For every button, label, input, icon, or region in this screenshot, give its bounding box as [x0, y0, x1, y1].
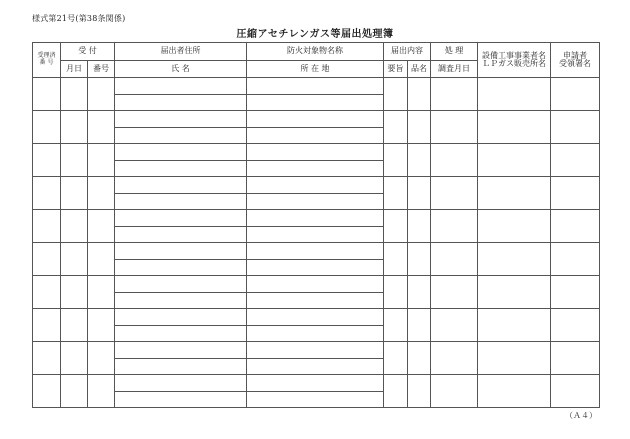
cell-reception-date[interactable]: [61, 78, 88, 111]
cell-product-name[interactable]: [408, 375, 431, 408]
header-reception-number: 番号: [88, 61, 115, 78]
cell-notifier-address[interactable]: [115, 243, 247, 260]
cell-reception-number[interactable]: [88, 111, 115, 144]
cell-notifier-name[interactable]: [115, 358, 247, 375]
cell-reception-number[interactable]: [88, 243, 115, 276]
cell-target-location[interactable]: [247, 193, 384, 210]
cell-inspection-date[interactable]: [431, 177, 478, 210]
cell-receipt-number[interactable]: [33, 177, 61, 210]
cell-notifier-name[interactable]: [115, 391, 247, 408]
cell-target-name[interactable]: [247, 111, 384, 128]
cell-inspection-date[interactable]: [431, 111, 478, 144]
cell-applicant-signature[interactable]: [551, 78, 600, 111]
cell-notifier-name[interactable]: [115, 193, 247, 210]
cell-contractor[interactable]: [478, 375, 551, 408]
cell-product-name[interactable]: [408, 309, 431, 342]
header-contractor: 設備工事事業者名 ＬＰガス販売所名: [478, 43, 551, 78]
cell-notifier-address[interactable]: [115, 276, 247, 293]
entry-row: [33, 144, 600, 161]
cell-reception-date[interactable]: [61, 375, 88, 408]
ledger-body: [33, 78, 600, 408]
cell-content-summary[interactable]: [384, 342, 408, 375]
cell-reception-date[interactable]: [61, 309, 88, 342]
cell-applicant-signature[interactable]: [551, 342, 600, 375]
cell-applicant-signature[interactable]: [551, 144, 600, 177]
cell-reception-date[interactable]: [61, 144, 88, 177]
cell-inspection-date[interactable]: [431, 210, 478, 243]
header-product-name: 品名: [408, 61, 431, 78]
cell-content-summary[interactable]: [384, 210, 408, 243]
cell-target-name[interactable]: [247, 210, 384, 227]
cell-reception-date[interactable]: [61, 177, 88, 210]
cell-applicant-signature[interactable]: [551, 309, 600, 342]
entry-row: [33, 276, 600, 293]
header-inspection-date: 調査月日: [431, 61, 478, 78]
entry-row: [33, 375, 600, 392]
cell-content-summary[interactable]: [384, 309, 408, 342]
cell-inspection-date[interactable]: [431, 243, 478, 276]
cell-receipt-number[interactable]: [33, 375, 61, 408]
cell-product-name[interactable]: [408, 276, 431, 309]
cell-content-summary[interactable]: [384, 78, 408, 111]
cell-content-summary[interactable]: [384, 243, 408, 276]
cell-target-location[interactable]: [247, 358, 384, 375]
header-applicant: 申請者 受領署名: [551, 43, 600, 78]
cell-product-name[interactable]: [408, 177, 431, 210]
cell-product-name[interactable]: [408, 144, 431, 177]
entry-row: [33, 243, 600, 260]
cell-contractor[interactable]: [478, 243, 551, 276]
cell-product-name[interactable]: [408, 243, 431, 276]
cell-inspection-date[interactable]: [431, 375, 478, 408]
header-fire-target-location: 所 在 地: [247, 61, 384, 78]
cell-contractor[interactable]: [478, 210, 551, 243]
cell-content-summary[interactable]: [384, 144, 408, 177]
cell-target-location[interactable]: [247, 292, 384, 309]
header-notification-content: 届出内容: [384, 43, 431, 61]
entry-row: [33, 177, 600, 194]
cell-product-name[interactable]: [408, 342, 431, 375]
cell-product-name[interactable]: [408, 210, 431, 243]
cell-reception-number[interactable]: [88, 78, 115, 111]
header-reception: 受 付: [61, 43, 115, 61]
cell-reception-number[interactable]: [88, 144, 115, 177]
cell-notifier-name[interactable]: [115, 127, 247, 144]
cell-reception-number[interactable]: [88, 276, 115, 309]
cell-receipt-number[interactable]: [33, 144, 61, 177]
cell-content-summary[interactable]: [384, 276, 408, 309]
cell-reception-date[interactable]: [61, 243, 88, 276]
cell-contractor[interactable]: [478, 144, 551, 177]
cell-target-name[interactable]: [247, 342, 384, 359]
cell-content-summary[interactable]: [384, 177, 408, 210]
cell-product-name[interactable]: [408, 78, 431, 111]
cell-target-location[interactable]: [247, 325, 384, 342]
cell-notifier-name[interactable]: [115, 259, 247, 276]
cell-reception-number[interactable]: [88, 177, 115, 210]
cell-receipt-number[interactable]: [33, 309, 61, 342]
cell-contractor[interactable]: [478, 309, 551, 342]
header-receipt-number: 受理済 番 号: [33, 43, 61, 78]
cell-reception-date[interactable]: [61, 210, 88, 243]
cell-target-location[interactable]: [247, 160, 384, 177]
cell-target-location[interactable]: [247, 259, 384, 276]
header-fire-target: 防火対象物名称: [247, 43, 384, 61]
cell-receipt-number[interactable]: [33, 276, 61, 309]
header-notifier: 届出者住所: [115, 43, 247, 61]
cell-notifier-address[interactable]: [115, 177, 247, 194]
cell-receipt-number[interactable]: [33, 243, 61, 276]
cell-target-location[interactable]: [247, 226, 384, 243]
cell-notifier-address[interactable]: [115, 342, 247, 359]
cell-target-name[interactable]: [247, 177, 384, 194]
cell-contractor[interactable]: [478, 276, 551, 309]
cell-notifier-address[interactable]: [115, 210, 247, 227]
cell-notifier-address[interactable]: [115, 111, 247, 128]
cell-applicant-signature[interactable]: [551, 111, 600, 144]
cell-content-summary[interactable]: [384, 111, 408, 144]
cell-reception-number[interactable]: [88, 309, 115, 342]
cell-applicant-signature[interactable]: [551, 276, 600, 309]
cell-target-name[interactable]: [247, 276, 384, 293]
cell-inspection-date[interactable]: [431, 144, 478, 177]
cell-reception-number[interactable]: [88, 342, 115, 375]
cell-notifier-address[interactable]: [115, 309, 247, 326]
form-title: 圧縮アセチレンガス等届出処理簿: [236, 29, 394, 40]
header-row-1: [33, 43, 600, 61]
cell-applicant-signature[interactable]: [551, 177, 600, 210]
entry-row: [33, 309, 600, 326]
cell-contractor[interactable]: [478, 78, 551, 111]
ledger-table: [32, 42, 600, 408]
cell-receipt-number[interactable]: [33, 210, 61, 243]
cell-notifier-name[interactable]: [115, 160, 247, 177]
cell-reception-number[interactable]: [88, 210, 115, 243]
page-size-label: （Ａ４）: [565, 411, 597, 420]
cell-notifier-address[interactable]: [115, 144, 247, 161]
cell-contractor[interactable]: [478, 342, 551, 375]
cell-notifier-name[interactable]: [115, 292, 247, 309]
cell-applicant-signature[interactable]: [551, 375, 600, 408]
cell-inspection-date[interactable]: [431, 276, 478, 309]
entry-row: [33, 342, 600, 359]
cell-notifier-name[interactable]: [115, 325, 247, 342]
cell-notifier-name[interactable]: [115, 94, 247, 111]
cell-inspection-date[interactable]: [431, 309, 478, 342]
header-notifier-name: 氏 名: [115, 61, 247, 78]
cell-target-name[interactable]: [247, 375, 384, 392]
entry-row: [33, 210, 600, 227]
cell-target-location[interactable]: [247, 94, 384, 111]
cell-reception-number[interactable]: [88, 375, 115, 408]
cell-notifier-address[interactable]: [115, 78, 247, 95]
cell-contractor[interactable]: [478, 111, 551, 144]
cell-notifier-name[interactable]: [115, 226, 247, 243]
cell-product-name[interactable]: [408, 111, 431, 144]
cell-reception-date[interactable]: [61, 276, 88, 309]
cell-content-summary[interactable]: [384, 375, 408, 408]
cell-applicant-signature[interactable]: [551, 210, 600, 243]
cell-inspection-date[interactable]: [431, 342, 478, 375]
cell-receipt-number[interactable]: [33, 78, 61, 111]
cell-reception-date[interactable]: [61, 111, 88, 144]
entry-row: [33, 111, 600, 128]
cell-target-name[interactable]: [247, 144, 384, 161]
cell-target-name[interactable]: [247, 78, 384, 95]
header-processing: 処 理: [431, 43, 478, 61]
cell-applicant-signature[interactable]: [551, 243, 600, 276]
cell-inspection-date[interactable]: [431, 78, 478, 111]
header-reception-date: 月日: [61, 61, 88, 78]
form-number-label: 様式第21号(第38条関係): [32, 14, 126, 23]
header-content-summary: 要旨: [384, 61, 408, 78]
cell-target-name[interactable]: [247, 243, 384, 260]
cell-contractor[interactable]: [478, 177, 551, 210]
cell-target-location[interactable]: [247, 391, 384, 408]
cell-notifier-address[interactable]: [115, 375, 247, 392]
cell-reception-date[interactable]: [61, 342, 88, 375]
cell-receipt-number[interactable]: [33, 111, 61, 144]
entry-row: [33, 78, 600, 95]
cell-target-location[interactable]: [247, 127, 384, 144]
cell-target-name[interactable]: [247, 309, 384, 326]
cell-receipt-number[interactable]: [33, 342, 61, 375]
